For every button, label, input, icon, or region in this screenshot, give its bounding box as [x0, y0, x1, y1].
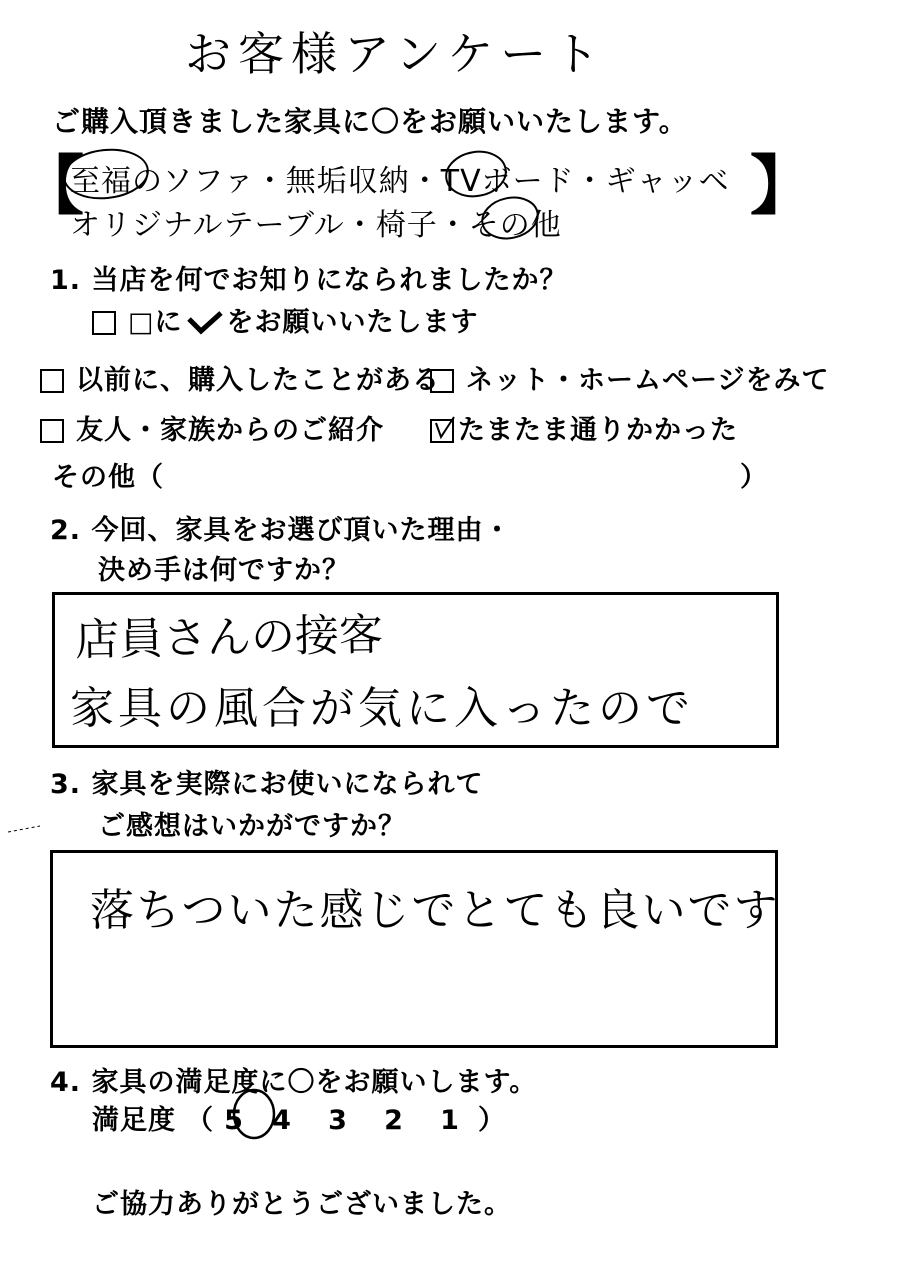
bracket-open: 【 [20, 150, 84, 224]
circle-mark-shifuku [62, 146, 151, 203]
q1-other-close: ） [740, 462, 768, 493]
q3-question-line-2: ご感想はいかがですか？ [98, 811, 406, 842]
survey-title: お客様アンケート [185, 27, 607, 81]
circle-mark-satisfaction-5 [234, 1090, 274, 1138]
q1-question: 1. 当店を何でお知りになられましたか？ [50, 265, 568, 296]
satisfaction-option-2[interactable]: 2 [384, 1105, 404, 1136]
q3-answer: 落ちついた感じでとても良いです [90, 885, 780, 936]
q1-instruction-ni: □に [128, 307, 183, 338]
q2-question-line-1: 2. 今回、家具をお選び頂いた理由・ [50, 515, 512, 546]
q2-answer-line-1: 店員さんの接客 [74, 609, 384, 666]
q2-question-line-2: 決め手は何ですか？ [98, 555, 350, 586]
satisfaction-option-1[interactable]: 1 [440, 1105, 460, 1136]
q3-question-line-1: 3. 家具を実際にお使いになられて [50, 769, 484, 800]
q4-question: 4. 家具の満足度に〇をお願いします。 [50, 1067, 538, 1098]
q2-answer-line-2: 家具の風合が気に入ったので [70, 683, 694, 734]
satisfaction-label: 満足度 [92, 1105, 176, 1136]
product-line-2: オリジナルテーブル・椅子・その他 [70, 208, 562, 243]
q1-option-label: ネット・ホームページをみて [466, 365, 830, 396]
q1-option-label: たまたま通りかかった [458, 415, 738, 446]
q1-other-label: その他（ [52, 462, 164, 493]
bracket-close: 】 [750, 150, 814, 224]
satisfaction-option-5[interactable]: 5 [224, 1105, 244, 1136]
circle-mark-sonota [478, 193, 541, 244]
stray-pen-mark [8, 826, 40, 832]
satisfaction-option-3[interactable]: 3 [328, 1105, 348, 1136]
product-line-1: 至福のソファ・無垢収納・TVボード・ギャッベ [70, 164, 730, 199]
satisfaction-close-paren: ） [478, 1105, 506, 1136]
q1-option-label: 友人・家族からのご紹介 [76, 415, 384, 446]
closing-message: ご協力ありがとうございました。 [92, 1189, 512, 1220]
satisfaction-open-paren: （ [186, 1105, 214, 1136]
intro-text: ご購入頂きました家具に〇をお願いいたします。 [52, 105, 688, 138]
satisfaction-option-4[interactable]: 4 [272, 1105, 292, 1136]
q1-instruction-rest: をお願いいたします [226, 307, 479, 338]
q1-option-label: 以前に、購入したことがある [76, 365, 440, 396]
circle-mark-tv [443, 147, 510, 201]
